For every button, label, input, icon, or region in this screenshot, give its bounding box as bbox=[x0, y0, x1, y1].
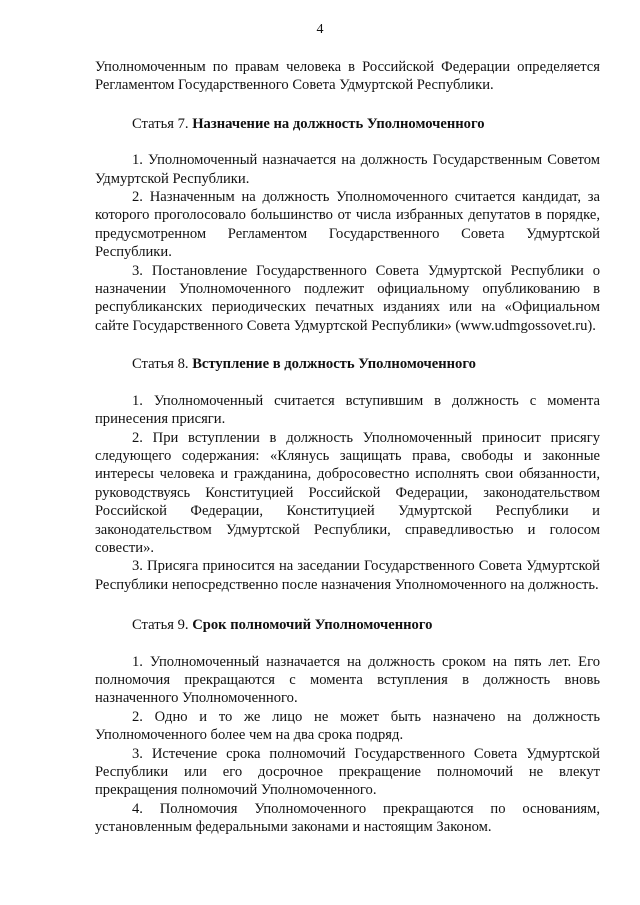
article-9 bbox=[95, 616, 600, 836]
article-8 bbox=[95, 355, 600, 594]
article-7 bbox=[95, 115, 600, 335]
article-paragraph: 2. При вступлении в должность Уполномоченный приносит присягу следующего содержания: «Клянусь защищать права, свободы и законные интересы человека и гражданина, добросовестно исполнять свои обязанности, руководствуясь Конституцией Российской Федерации, законодательством Российской Федерации, Конституцией Удмуртской Республики и законодательством Удмуртской Республики, справедливостью и голосом совести». bbox=[95, 429, 600, 556]
article-number: Статья 7. bbox=[132, 115, 189, 132]
document-body bbox=[95, 58, 600, 837]
article-paragraph: 3. Истечение срока полномочий Государственного Совета Удмуртской Республики или его досрочное прекращение полномочий не влекут прекращения полномочий Уполномоченного. bbox=[95, 745, 600, 799]
article-title: Назначение на должность Уполномоченного bbox=[192, 115, 485, 132]
article-paragraph: 2. Одно и то же лицо не может быть назначено на должность Уполномоченного более чем на два срока подряд. bbox=[95, 708, 600, 744]
article-number: Статья 8. bbox=[132, 356, 189, 373]
article-heading bbox=[95, 115, 600, 133]
article-paragraph: 1. Уполномоченный назначается на должность Государственным Советом Удмуртской Республики. bbox=[95, 152, 600, 187]
article-title: Срок полномочий Уполномоченного bbox=[192, 617, 433, 634]
article-title: Вступление в должность Уполномоченного bbox=[192, 356, 476, 373]
article-paragraph: 4. Полномочия Уполномоченного прекращаются по основаниям, установленным федеральными законами и настоящим Законом. bbox=[95, 800, 600, 836]
article-paragraph: 2. Назначенным на должность Уполномоченного считается кандидат, за которого проголосовало большинство от числа избранных депутатов в порядке, предусмотренном Регламентом Государственного Совета Удмуртской Республики. bbox=[95, 189, 600, 261]
article-paragraph: 3. Присяга приносится на заседании Государственного Совета Удмуртской Республики непосредственно после назначения Уполномоченного на должность. bbox=[95, 558, 600, 593]
page-number: 4 bbox=[316, 22, 324, 37]
article-heading bbox=[95, 355, 600, 373]
article-paragraph: 1. Уполномоченный считается вступившим в должность с момента принесения присяги. bbox=[95, 392, 600, 428]
article-paragraph: 1. Уполномоченный назначается на должность сроком на пять лет. Его полномочия прекращаются с момента вступления в должность вновь назначенного Уполномоченного. bbox=[95, 653, 600, 707]
article-paragraph: 3. Постановление Государственного Совета Удмуртской Республики о назначении Уполномоченного подлежит официальному опубликованию в республиканских периодических печатных изданиях или на «Официальном сайте Государственного Совета Удмуртской Республики» (www.udmgossovet.ru). bbox=[95, 262, 600, 334]
intro-paragraph: Уполномоченным по правам человека в Российской Федерации определяется Регламентом Государственного Совета Удмуртской Республики. bbox=[95, 59, 600, 94]
article-heading bbox=[95, 616, 600, 634]
article-number: Статья 9. bbox=[132, 617, 189, 634]
